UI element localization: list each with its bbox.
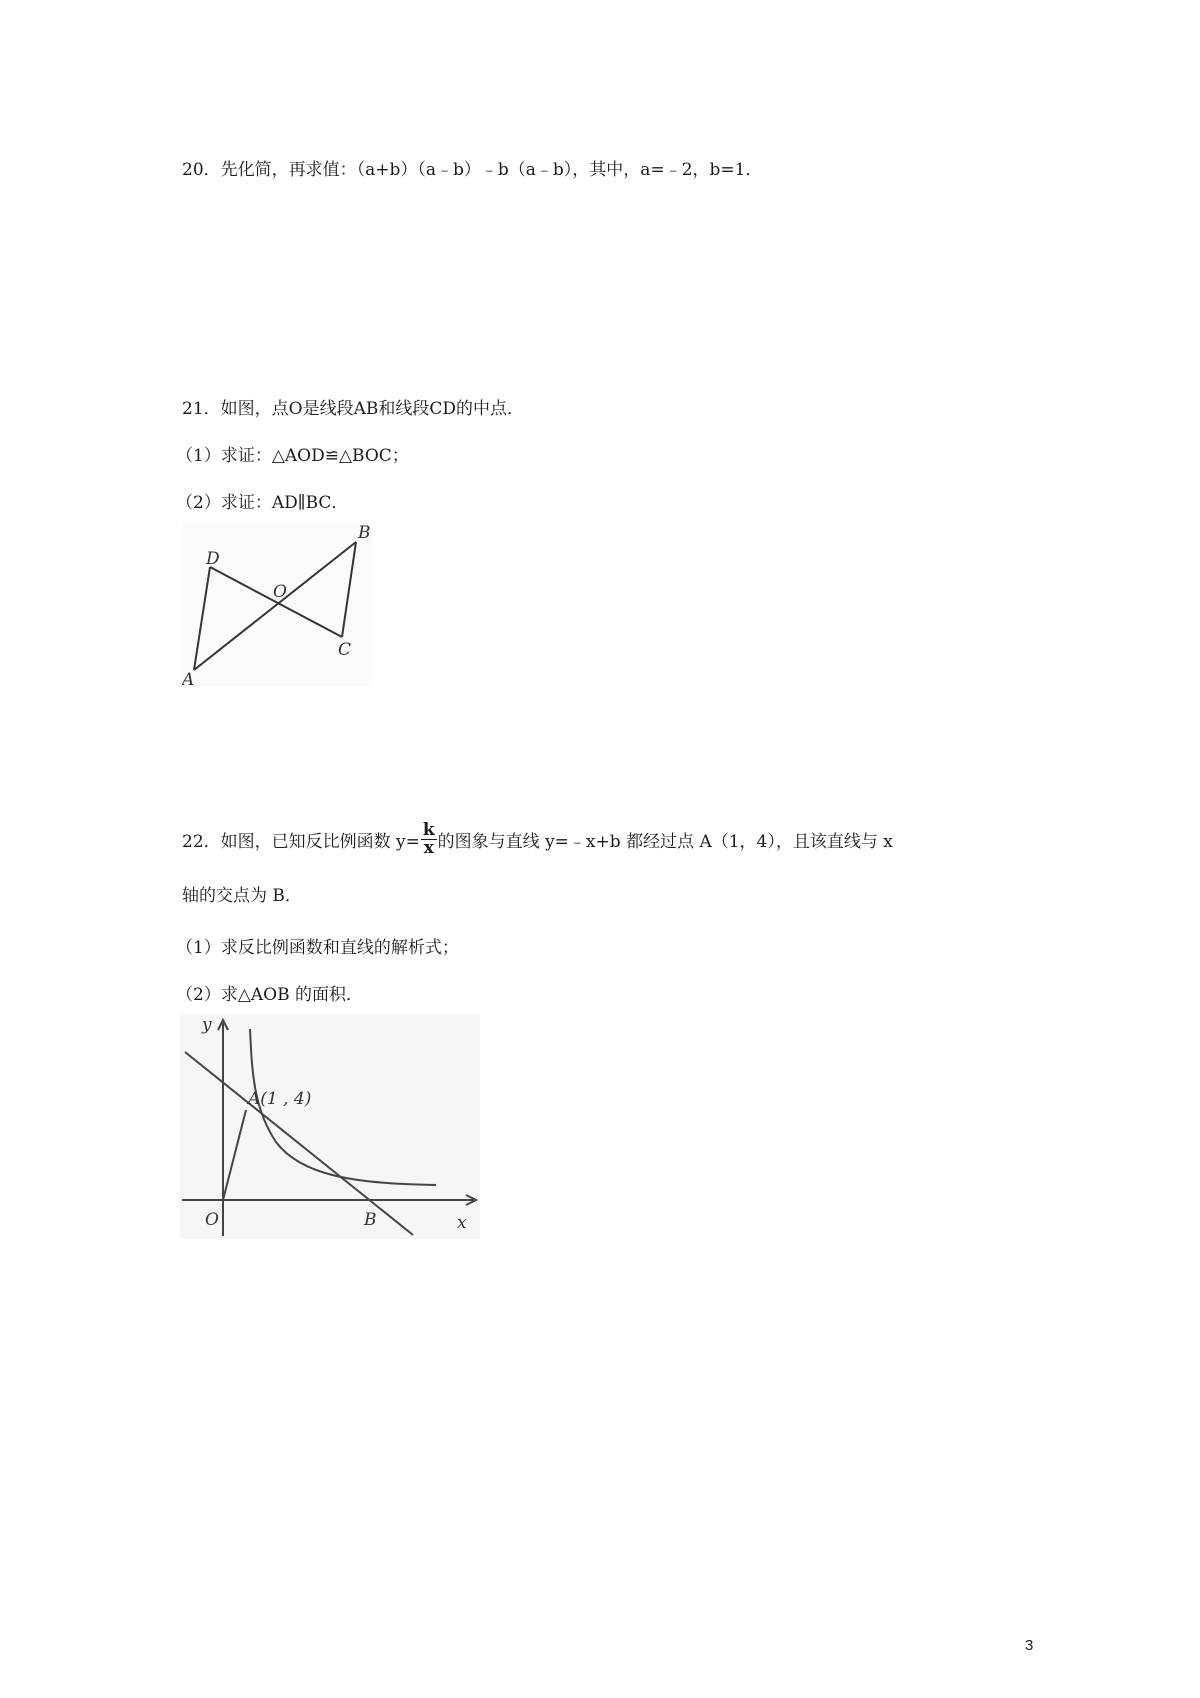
label-O: O <box>273 582 287 602</box>
label-x: x <box>457 1213 467 1233</box>
label-A: A(1 , 4) <box>248 1089 312 1109</box>
label-y: y <box>202 1015 212 1035</box>
q22-figure <box>180 1014 480 1239</box>
label-D: D <box>206 549 220 569</box>
q22-part2: （2）求△AOB 的面积． <box>176 985 363 1005</box>
q21-figure <box>182 522 372 687</box>
q21-stem: 21．如图，点O是线段AB和线段CD的中点． <box>182 399 524 419</box>
page-number: 3 <box>1025 1637 1034 1654</box>
q21-part2: （2）求证：AD∥BC． <box>176 493 349 513</box>
q22-stem-a: 22．如图，已知反比例函数 y= <box>182 832 420 852</box>
q21-part1: （1）求证：△AOD≌△BOC； <box>176 446 409 466</box>
q22-stem-c: 轴的交点为 B． <box>182 886 302 906</box>
label-O: O <box>205 1210 219 1230</box>
label-B: B <box>358 523 371 543</box>
q20-text: 20．先化简，再求值：（a+b）（a﹣b）﹣b（a﹣b），其中，a=﹣2，b=1． <box>182 160 763 180</box>
label-B: B <box>364 1210 377 1230</box>
label-A: A <box>182 670 195 687</box>
figure-background <box>180 1014 480 1239</box>
fraction-numerator: k <box>422 820 435 840</box>
q22-stem-b: 的图象与直线 y=﹣x+b 都经过点 A（1，4），且该直线与 x <box>437 832 893 852</box>
fraction-k-over-x <box>421 822 437 857</box>
q22-stem-line1 <box>182 820 893 860</box>
q22-part1: （1）求反比例函数和直线的解析式； <box>176 938 459 958</box>
fraction-denominator: x <box>423 838 434 858</box>
label-C: C <box>338 640 352 660</box>
